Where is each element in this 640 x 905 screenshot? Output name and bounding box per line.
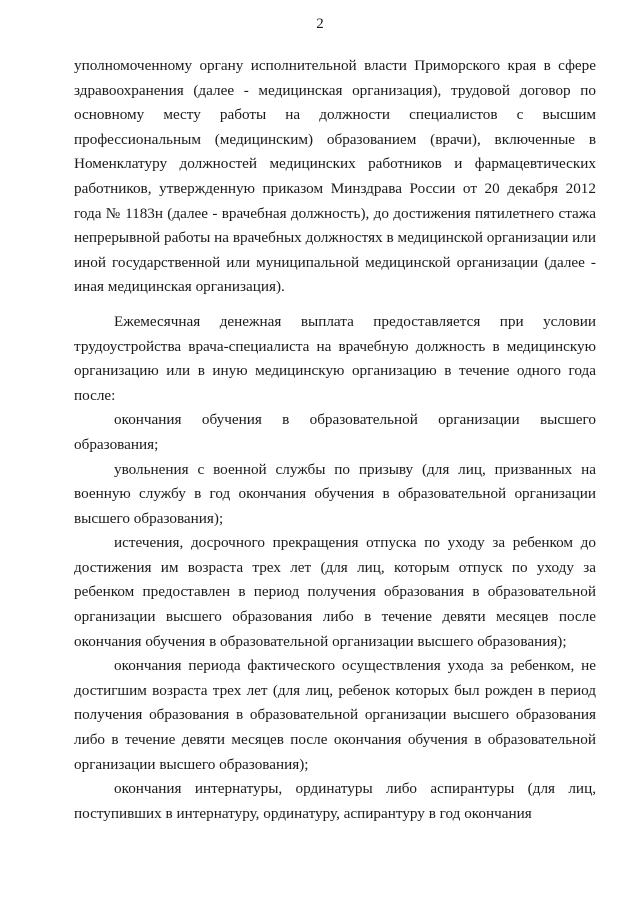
list-item-residency: окончания интернатуры, ординатуры либо аспирантуры (для лиц, поступивших в интернатуру, ординатуру, аспирантуру в год окончания	[74, 780, 596, 822]
page-number: 2	[316, 16, 324, 32]
list-item-parental-leave: истечения, досрочного прекращения отпуска по уходу за ребенком до достижения им возраста трех лет (для лиц, которым отпуск по уходу за ребенком предоставлен в период получения образования в образовательной организации высшего образования либо в течение девяти месяцев после окончания обучения в образовательной организации высшего образования);	[74, 534, 596, 650]
list-item-military-discharge: увольнения с военной службы по призыву (для лиц, призванных на военную службу в год окончания обучения в образовательной организации высшего образования);	[74, 460, 596, 527]
paragraph-payment-condition: Ежемесячная денежная выплата предоставляется при условии трудоустройства врача-специалиста на врачебную должность в медицинскую организацию или в иную медицинскую организацию в течение одного года после:	[74, 312, 596, 404]
paragraph-continuation: уполномоченному органу исполнительной власти Приморского края в сфере здравоохранения (далее - медицинская организация), трудовой договор по основному месту работы на должности специалистов с высшим профессиональным (медицинским) образованием (врачи), включенные в Номенклатуру должностей медицинских работников и фармацевтических работников, утвержденную приказом Минздрава России от 20 декабря 2012 года № 1183н (далее - врачебная должность), до достижения пятилетнего стажа непрерывной работы на врачебных должностях в медицинской организации или иной государственной или муниципальной медицинской организации (далее - иная медицинская организация).	[74, 57, 596, 296]
document-body	[74, 54, 596, 826]
list-item-child-care: окончания периода фактического осуществления ухода за ребенком, не достигшим возраста трех лет (для лиц, ребенок которых был рожден в период получения образования в образовательной организации высшего образования либо в течение девяти месяцев после окончания обучения в образовательной организации высшего образования);	[74, 657, 596, 773]
list-item-graduation: окончания обучения в образовательной организации высшего образования;	[74, 411, 596, 453]
